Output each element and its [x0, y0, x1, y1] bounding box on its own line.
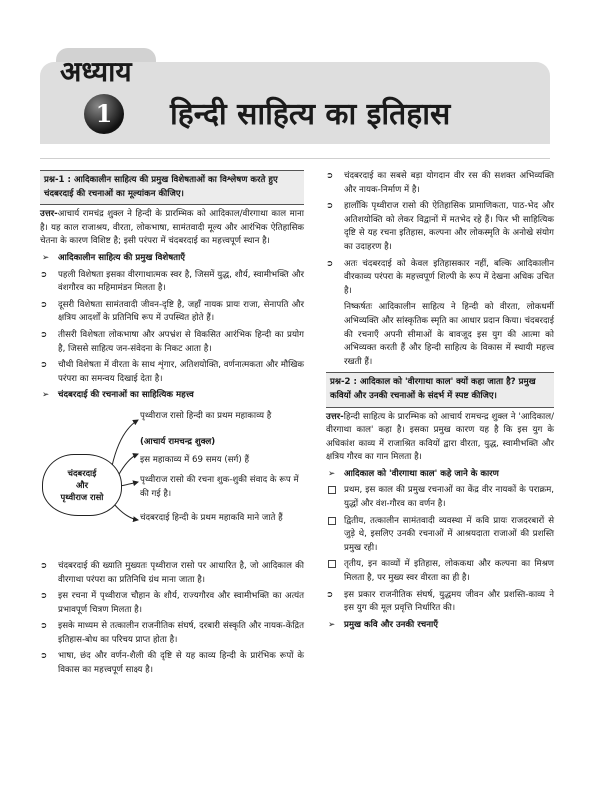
arrow-bullet-icon: ➲: [40, 360, 48, 371]
square-bullet-icon: [328, 517, 336, 525]
diagram-label: (आचार्य रामचन्द्र शुक्ल): [140, 436, 216, 447]
arrow-bullet-icon: ➲: [326, 589, 334, 600]
chapter-title: हिन्दी साहित्य का इतिहास: [170, 97, 451, 132]
square-bullet-icon: [328, 560, 336, 568]
list-item: ➲ तीसरी विशेषता लोकभाषा और अपभ्रंश से विकसित आरंभिक हिन्दी का प्रयोग है, जिससे साहित्य जन-संवेदना के निकट आता है।: [40, 329, 304, 354]
question-1-text: आदिकालीन साहित्य की प्रमुख विशेषताओं का विश्लेषण करते हुए चंदबरदाई की रचनाओं का मूल्यांकन कीजिए।: [44, 175, 278, 199]
question-1-label: प्रश्न-1 :: [44, 175, 71, 185]
arrowhead-icon: ➢: [42, 252, 50, 263]
list-item: ➲ हालाँकि पृथ्वीराज रासो की ऐतिहासिक प्रामाणिकता, पाठ-भेद और अतिशयोक्ति को लेकर विद्वानों में मतभेद रहे हैं। फिर भी साहित्यिक दृष्टि से यह रचना इतिहास, कल्पना और लोकस्मृति के अनोखे संयोग का उदाहरण है।: [326, 201, 554, 252]
list-item: ➲ चौथी विशेषता में वीरता के साथ शृंगार, अतिशयोक्ति, वर्णनात्मकता और मौखिक परंपरा का समन्वय दिखाई देता है।: [40, 360, 304, 384]
answer-1: [40, 208, 304, 249]
header-divider: [40, 158, 550, 159]
arrowhead-icon: ➢: [328, 619, 336, 630]
question-1: [40, 170, 304, 205]
arrow-bullet-icon: ➲: [40, 299, 48, 310]
list-item: ➲ चंदबरदाई की ख्याति मुख्यतः पृथ्वीराज रासो पर आधारित है, जो आदिकाल की वीरगाथा परंपरा का प्रतिनिधि ग्रंथ माना जाता है।: [40, 560, 304, 585]
list-item: ➲ इसके माध्यम से तत्कालीन राजनीतिक संघर्ष, दरबारी संस्कृति और नायक-केंद्रित इतिहास-बोध का परिचय प्राप्त होता है।: [40, 621, 304, 645]
arrow-bullet-icon: ➲: [40, 591, 48, 602]
chapter-number-badge: 1: [84, 94, 124, 134]
arrow-bullet-icon: ➲: [40, 651, 48, 662]
list-item: ➲ दूसरी विशेषता सामंतवादी जीवन-दृष्टि है, जहाँ नायक प्रायः राजा, सेनापति और क्षत्रिय आदर्शों के प्रतिनिधि रूप में उपस्थित होते हैं।: [40, 299, 304, 324]
diagram-label: चंदबरदाई हिन्दी के प्रथम महाकवि माने जाते हैं: [140, 512, 283, 523]
arrowhead-icon: ➢: [42, 390, 50, 401]
list-item: ➲ इस रचना में पृथ्वीराज चौहान के शौर्य, राज्यगौरव और स्वामीभक्ति का अत्यंत प्रभावपूर्ण चित्रण मिलता है।: [40, 591, 304, 615]
chapter-word: अध्याय: [60, 55, 132, 88]
arrow-bullet-icon: ➲: [326, 171, 334, 181]
section-heading-poets: ➢ प्रमुख कवि और उनकी रचनाएँ: [326, 619, 554, 633]
list-item: ➲ पहली विशेषता इसका वीरगाथात्मक स्वर है, जिसमें युद्ध, शौर्य, स्वामीभक्ति और वंशगौरव का महिमामंडन मिलता है।: [40, 269, 304, 294]
section-heading-features: ➢ आदिकालीन साहित्य की प्रमुख विशेषताएँ: [40, 252, 304, 266]
arrow-bullet-icon: ➲: [40, 560, 48, 571]
diagram-center-cloud: चंदबरदाई और पृथ्वीराज रासो: [42, 454, 122, 516]
answer-1-text: आचार्य रामचंद्र शुक्ल ने हिन्दी के प्रारम्भिक को आदिकाल/वीरगाथा काल माना है। यह काल राजाश्रय, वीरता, लोकभाषा, सामंतवादी मूल्य और आरंभिक ऐतिहासिक चेतना के कारण विशिष्ट है; इसी परंपरा में चंदबरदाई का महत्त्वपूर्ण स्थान है।: [40, 209, 304, 247]
list-item: तृतीय, इन काव्यों में इतिहास, लोककथा और कल्पना का मिश्रण मिलता है, पर मुख्य स्वर वीरता का ही है।: [326, 558, 554, 585]
list-item: प्रथम, इस काल की प्रमुख रचनाओं का केंद्र वीर नायकों के पराक्रम, युद्धों और वंश-गौरव का वर्णन है।: [326, 484, 554, 511]
section-heading-reasons: ➢ आदिकाल को 'वीरगाथा काल' कहे जाने के कारण: [326, 468, 554, 482]
arrow-bullet-icon: ➲: [40, 621, 48, 632]
list-item: ➲ भाषा, छंद और वर्णन-शैली की दृष्टि से यह काव्य हिन्दी के प्रारंभिक रूपों के विकास का महत्त्वपूर्ण साक्ष्य है।: [40, 651, 304, 676]
question-2-label: प्रश्न-2 :: [330, 377, 357, 388]
conclusion-paragraph: निष्कर्षतः आदिकालीन साहित्य ने हिन्दी को वीरता, लोकधर्मी अभिव्यक्ति और सांस्कृतिक स्मृति का आधार प्रदान किया। चंदबरदाई की रचनाएँ अपनी सीमाओं के बावजूद इस युग की आत्मा को अभिव्यक्त करती हैं और हिन्दी साहित्य के विकास में स्थायी महत्त्व रखती हैं।: [344, 302, 554, 367]
concept-diagram: [40, 406, 304, 556]
list-item: द्वितीय, तत्कालीन सामंतवादी व्यवस्था में कवि प्रायः राजदरबारों से जुड़े थे, इसलिए उनकी रचनाओं में आश्रयदाता राजाओं की प्रशस्ति प्रमुख रही।: [326, 515, 554, 556]
arrow-bullet-icon: ➲: [40, 269, 48, 280]
list-item: ➲ चंदबरदाई का सबसे बड़ा योगदान वीर रस की सशक्त अभिव्यक्ति और नायक-निर्माण में है।: [326, 171, 554, 195]
arrow-bullet-icon: ➲: [40, 329, 48, 340]
answer-2-text: हिन्दी साहित्य के प्रारम्भिक को आचार्य रामचन्द्र शुक्ल ने 'आदिकाल/वीरगाथा काल' कहा है। इसका प्रमुख कारण यह है कि इस युग के अधिकांश काव्य में राजाश्रित कवियों द्वारा वीरता, युद्ध, स्वामीभक्ति और क्षत्रिय गौरव का गान मिलता है।: [326, 411, 554, 463]
answer-2-label: उत्तर-: [326, 411, 344, 422]
diagram-label: पृथ्वीराज रासो हिन्दी का प्रथम महाकाव्य है: [140, 410, 272, 421]
diagram-label: पृथ्वीराज रासो की रचना शुक-शुकी संवाद के रूप में की गई है।: [140, 474, 299, 499]
arrowhead-icon: ➢: [328, 468, 336, 479]
answer-1-label: उत्तर-: [40, 209, 58, 220]
question-2: [326, 372, 554, 407]
list-item: ➲ अतः चंदबरदाई को केवल इतिहासकार नहीं, बल्कि आदिकालीन वीरकाव्य परंपरा के महत्त्वपूर्ण शिल्पी के रूप में देखना अधिक उचित है।: [326, 258, 554, 296]
list-item: ➲ इस प्रकार राजनीतिक संघर्ष, युद्धमय जीवन और प्रशस्ति-काव्य ने इस युग की मूल प्रवृत्ति निर्धारित की।: [326, 589, 554, 614]
right-column: [326, 170, 554, 635]
arrow-bullet-icon: ➲: [326, 258, 334, 269]
arrow-bullet-icon: ➲: [326, 201, 334, 212]
section-heading-importance: ➢ चंदबरदाई की रचनाओं का साहित्यिक महत्त्व: [40, 389, 304, 403]
square-bullet-icon: [328, 486, 336, 494]
question-2-text: आदिकाल को 'वीरगाथा काल' क्यों कहा जाता है? प्रमुख कवियों और उनकी रचनाओं के संदर्भ में स्पष्ट कीजिए।: [330, 377, 536, 401]
left-column: [40, 170, 304, 681]
answer-2: [326, 411, 554, 465]
diagram-label: इस महाकाव्य में 69 समय (सर्ग) हैं: [140, 454, 250, 465]
